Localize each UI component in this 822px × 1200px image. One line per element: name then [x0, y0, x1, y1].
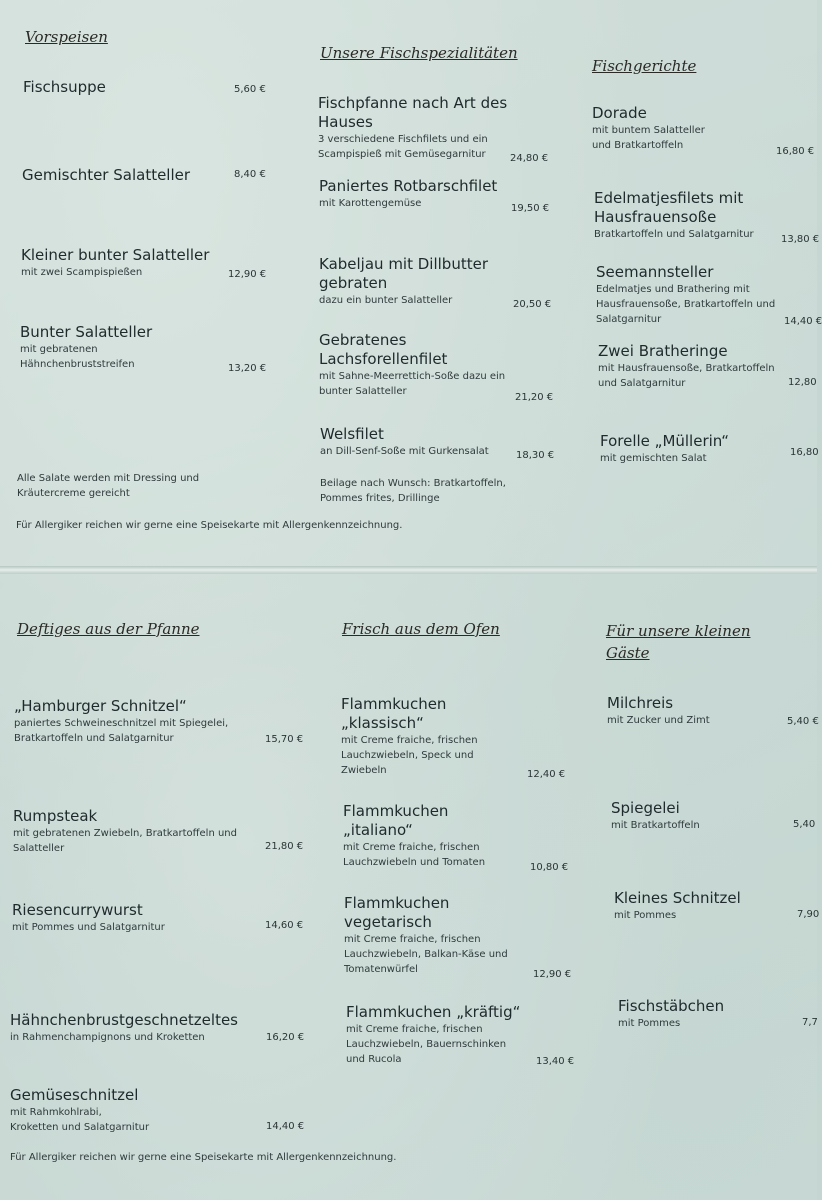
item-price: 12,90 €: [533, 969, 572, 980]
item-name: Fischstäbchen: [618, 997, 725, 1015]
item-name: Fischpfanne nach Art des Hauses: [318, 94, 508, 131]
item-name: Seemannsteller: [596, 263, 714, 281]
item-price: 5,60 €: [234, 84, 266, 95]
item-name: Flammkuchen „klassisch“: [341, 695, 447, 732]
menu-item: [592, 104, 815, 157]
item-description: mit gemischten Salat: [600, 453, 707, 464]
item-price: 7,90: [797, 909, 820, 920]
item-price: 13,20 €: [228, 363, 267, 374]
menu-item: [598, 342, 820, 391]
item-price: 21,80 €: [265, 841, 304, 852]
item-name: Rumpsteak: [13, 807, 98, 825]
item-description: mit zwei Scampispießen: [21, 267, 143, 278]
heading-fischspezialitaeten: Unsere Fischspezialitäten: [320, 44, 518, 62]
menu-item: [341, 695, 571, 778]
item-name: Flammkuchen vegetarisch: [344, 894, 450, 931]
item-description: mit gebratenen Zwiebeln, Bratkartoffeln und Salatteller: [13, 828, 237, 854]
menu-item: [20, 323, 270, 372]
item-description: mit Pommes und Salatgarnitur: [12, 922, 165, 933]
menu-item: [318, 94, 558, 162]
item-description: mit Bratkartoffeln: [611, 820, 700, 831]
item-name: Riesencurrywurst: [12, 901, 143, 919]
item-name: Kleiner bunter Salatteller: [21, 246, 210, 264]
allergy-note-bottom: Für Allergiker reichen wir gerne eine Speisekarte mit Allergenkennzeichnung.: [10, 1152, 397, 1163]
heading-pfanne: Deftiges aus der Pfanne: [17, 620, 200, 638]
salad-note: Alle Salate werden mit Dressing und Kräutercreme gereicht: [17, 473, 200, 499]
item-price: 24,80 €: [510, 153, 549, 164]
item-description: Edelmatjes und Brathering mit Hausfrauensoße, Bratkartoffeln und Salatgarnitur: [596, 284, 776, 325]
item-name: Milchreis: [607, 694, 674, 712]
item-price: 16,80: [790, 447, 819, 458]
menu-item: [319, 331, 559, 403]
item-price: 14,40 €: [784, 316, 822, 327]
item-price: 8,40 €: [234, 169, 266, 180]
item-description: mit Zucker und Zimt: [607, 715, 710, 726]
item-name: Spiegelei: [611, 799, 680, 817]
item-description: mit Karottengemüse: [319, 198, 422, 209]
item-description: mit Hausfrauensoße, Bratkartoffeln und Salatgarnitur: [598, 363, 775, 389]
item-name: Zwei Bratheringe: [598, 342, 728, 360]
item-description: mit Pommes: [614, 910, 677, 921]
menu-item: [12, 901, 312, 935]
item-price: 14,40 €: [266, 1121, 305, 1132]
item-price: 12,80: [788, 377, 817, 388]
item-description: paniertes Schweineschnitzel mit Spiegelei, Bratkartoffeln und Salatgarnitur: [14, 718, 229, 744]
item-price: 12,90 €: [228, 269, 267, 280]
item-description: dazu ein bunter Salatteller: [319, 295, 453, 306]
item-price: 13,80 €: [781, 234, 820, 245]
heading-vorspeisen: Vorspeisen: [25, 28, 108, 46]
menu-item: [600, 432, 817, 466]
item-name: „Hamburger Schnitzel“: [14, 697, 187, 715]
item-description: in Rahmenchampignons und Kroketten: [10, 1032, 205, 1043]
menu-item: [346, 1003, 576, 1067]
item-price: 5,40 €: [787, 716, 819, 727]
menu-item: [23, 78, 266, 97]
item-description: mit Rahmkohlrabi, Kroketten und Salatgarnitur: [10, 1107, 150, 1133]
menu-item: [319, 255, 559, 308]
menu-item: [611, 799, 817, 833]
item-description: mit Pommes: [618, 1018, 681, 1029]
item-description: mit buntem Salatteller und Bratkartoffeln: [592, 125, 705, 151]
item-description: mit Creme fraiche, frischen Lauchzwiebeln und Tomaten: [343, 842, 486, 868]
item-price: 21,20 €: [515, 392, 554, 403]
item-name: Kabeljau mit Dillbutter gebraten: [319, 255, 488, 292]
item-name: Paniertes Rotbarschfilet: [319, 177, 498, 195]
item-name: Fischsuppe: [23, 78, 106, 96]
item-name: Flammkuchen „italiano“: [343, 802, 449, 839]
item-name: Dorade: [592, 104, 647, 122]
menu-item: [343, 802, 573, 873]
item-price: 10,80 €: [530, 862, 569, 873]
item-name: Gemischter Salatteller: [22, 166, 191, 184]
menu-item: [14, 697, 314, 746]
heading-ofen: Frisch aus dem Ofen: [342, 620, 500, 638]
menu-item: [618, 997, 817, 1031]
item-price: 16,20 €: [266, 1032, 305, 1043]
item-price: 18,30 €: [516, 450, 555, 461]
item-name: Forelle „Müllerin“: [600, 432, 729, 450]
heading-kleine-gaeste: Für unsere kleinen Gäste: [606, 622, 751, 662]
menu-item: [607, 694, 817, 728]
item-price: 19,50 €: [511, 203, 550, 214]
item-price: 20,50 €: [513, 299, 552, 310]
item-price: 5,40: [793, 819, 816, 830]
side-dish-note: Beilage nach Wunsch: Bratkartoffeln, Pommes frites, Drillinge: [320, 478, 506, 504]
item-name: Edelmatjesfilets mit Hausfrauensoße: [594, 189, 744, 226]
item-price: 14,60 €: [265, 920, 304, 931]
menu-item: [10, 1011, 310, 1045]
item-price: 13,40 €: [536, 1056, 575, 1067]
item-price: 16,80 €: [776, 146, 815, 157]
menu-item: [10, 1086, 310, 1135]
item-name: Hähnchenbrustgeschnetzeltes: [10, 1011, 238, 1029]
heading-fischgerichte: Fischgerichte: [592, 57, 697, 75]
allergy-note-top: Für Allergiker reichen wir gerne eine Speisekarte mit Allergenkennzeichnung.: [16, 520, 403, 531]
item-description: mit Creme fraiche, frischen Lauchzwiebeln, Bauernschinken und Rucola: [346, 1024, 507, 1065]
item-description: an Dill-Senf-Soße mit Gurkensalat: [320, 446, 489, 457]
item-description: mit gebratenen Hähnchenbruststreifen: [20, 344, 135, 370]
menu-item: [614, 889, 820, 923]
item-description: mit Creme fraiche, frischen Lauchzwiebeln, Speck und Zwiebeln: [341, 735, 478, 776]
item-price: 7,7: [802, 1017, 818, 1028]
menu-item: [21, 246, 271, 280]
menu-item: [13, 807, 313, 856]
menu-item: [319, 177, 559, 214]
item-name: Bunter Salatteller: [20, 323, 153, 341]
menu-item: [344, 894, 574, 980]
item-name: Flammkuchen „kräftig“: [346, 1003, 521, 1021]
item-description: 3 verschiedene Fischfilets und ein Scampispieß mit Gemüsegarnitur: [318, 134, 488, 160]
item-description: mit Sahne-Meerrettich-Soße dazu ein bunter Salatteller: [319, 371, 506, 397]
menu-item: [594, 189, 820, 245]
item-name: Gemüseschnitzel: [10, 1086, 139, 1104]
menu-item: [596, 263, 822, 327]
item-price: 12,40 €: [527, 769, 566, 780]
item-name: Welsfilet: [320, 425, 384, 443]
item-description: mit Creme fraiche, frischen Lauchzwiebeln, Balkan-Käse und Tomatenwürfel: [344, 934, 508, 975]
item-description: Bratkartoffeln und Salatgarnitur: [594, 229, 754, 240]
item-name: Gebratenes Lachsforellenfilet: [319, 331, 448, 368]
item-name: Kleines Schnitzel: [614, 889, 741, 907]
menu-item: [22, 166, 266, 185]
menu-item: [320, 425, 560, 459]
item-price: 15,70 €: [265, 734, 304, 745]
